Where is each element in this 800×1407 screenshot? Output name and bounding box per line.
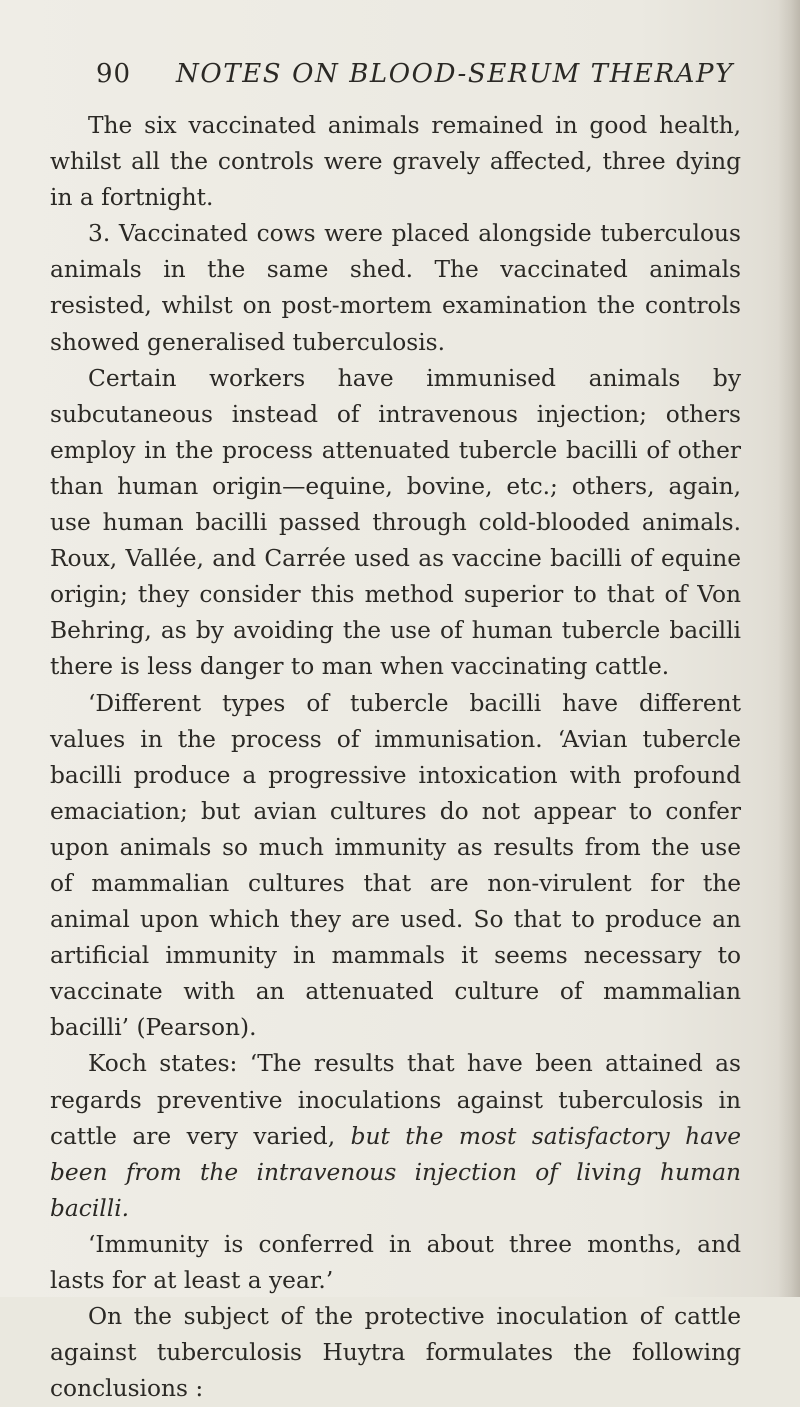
paragraph-pearson-quote: ‘Different types of tubercle bacilli have different values in the process of immunisation. ‘Avian tubercle bacilli produce a progressive intoxication with profound emaciation; but avian cultures do not appear to confer upon animals so much immunity as results from the use of mammalian cultures that are non-virulent for the animal upon which they are used. So that to produce an artificial immunity in mammals it seems necessary to vaccinate with an attenuated culture of mammalian bacilli’ (Pearson).	[50, 689, 741, 1042]
page-header	[96, 54, 736, 94]
paragraph-koch-statement	[50, 1046, 741, 1226]
running-title: NOTES ON BLOOD-SERUM THERAPY	[176, 59, 734, 89]
koch-statement-italic: but the most satisfactory have been from the intravenous injection of living human bacilli.	[50, 1122, 741, 1222]
page-number: 90	[96, 59, 132, 89]
paragraph-immunity-duration: ‘Immunity is conferred in about three months, and lasts for at least a year.’	[50, 1230, 741, 1294]
body-text	[50, 108, 741, 1407]
koch-statement-roman: Koch states: ‘The results that have been attained as regards preventive inoculations against tuberculosis in cattle are very varied,	[50, 1050, 741, 1150]
paragraph-vaccinated-cows: 3. Vaccinated cows were placed alongside tuberculous animals in the same shed. The vaccinated animals resisted, whilst on post-mortem examination the controls showed generalised tuberculosis.	[50, 220, 741, 356]
page-edge-shadow	[778, 0, 800, 1297]
paragraph-huytra-conclusions: On the subject of the protective inoculation of cattle against tuberculosis Huytra formulates the following conclusions :	[50, 1303, 741, 1403]
paragraph-vaccinated-animals-result: The six vaccinated animals remained in good health, whilst all the controls were gravely affected, three dying in a fortnight.	[50, 112, 741, 212]
paragraph-immunisation-methods: Certain workers have immunised animals by subcutaneous instead of intravenous injection; others employ in the process attenuated tubercle bacilli of other than human origin—equine, bovine, etc.; others, again, use human bacilli passed through cold-blooded animals. Roux, Vallée, and Carrée used as vaccine bacilli of equine origin; they consider this method superior to that of Von Behring, as by avoiding the use of human tubercle bacilli there is less danger to man when vaccinating cattle.	[50, 364, 741, 681]
